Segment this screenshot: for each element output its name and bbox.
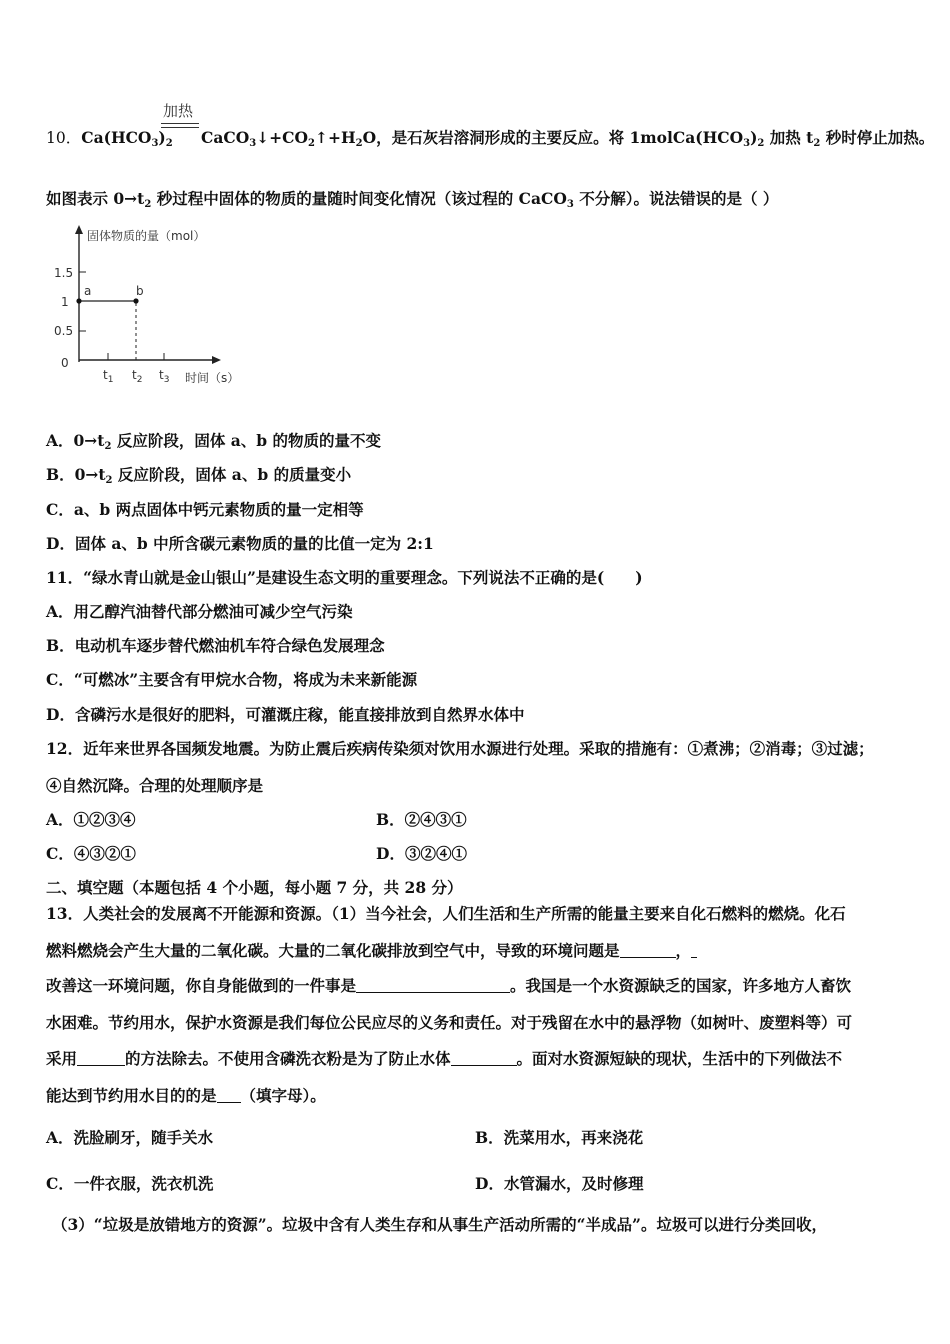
- q10-option-a[interactable]: A．$0\to t_2$ 反应阶段，固体 a、b 的物质的量不变: [46, 431, 382, 452]
- y-tick-label-0.5: 0.5: [54, 324, 74, 338]
- q13-line6: 能达到节约用水目的的是 （填字母）。: [46, 1086, 326, 1105]
- q13-line4: 水困难。节约用水，保护水资源是我们每位公民应尽的义务和责任。对于残留在水中的悬浮物（如树叶、废塑料等）可: [46, 1013, 853, 1032]
- q13-option-c[interactable]: C．一件衣服，洗衣机洗: [46, 1174, 214, 1193]
- point-a-label: a: [84, 284, 92, 298]
- q12-option-b[interactable]: B．②④③①: [376, 810, 467, 829]
- blank-removal-method[interactable]: [77, 1051, 125, 1066]
- q10-option-d[interactable]: D．固体 a、b 中所含碳元素物质的量的比值一定为 2:1: [46, 534, 434, 553]
- x-tick-label-t3: $t_3$: [159, 368, 170, 385]
- point-b: [133, 298, 138, 303]
- q13-line5: 采用 的方法除去。不使用含磷洗衣粉是为了防止水体 。面对水资源短缺的现状，生活中的下列做法不: [46, 1049, 843, 1068]
- y-axis-arrow-icon: [75, 225, 83, 234]
- q11-option-a[interactable]: A．用乙醇汽油替代部分燃油可减少空气污染: [46, 602, 353, 621]
- q12-option-c[interactable]: C．④③②①: [46, 844, 136, 863]
- y-tick-label-1.5: 1.5: [54, 266, 74, 280]
- blank-environment-problem[interactable]: [620, 943, 676, 958]
- q12-option-d[interactable]: D．③②④①: [376, 844, 467, 863]
- q13-option-b[interactable]: B．洗菜用水，再来浇花: [475, 1128, 644, 1147]
- q10-option-b[interactable]: B．$0\to t_2$ 反应阶段，固体 a、b 的质量变小: [46, 465, 352, 486]
- solid-amount-time-graph: [40, 222, 260, 392]
- q13-option-d[interactable]: D．水管漏水，及时修理: [475, 1174, 644, 1193]
- q13-line3: 改善这一环境问题，你自身能做到的一件事是 。我国是一个水资源缺乏的国家，许多地方人畜饮: [46, 976, 852, 995]
- point-a: [76, 298, 81, 303]
- point-b-label: b: [136, 284, 144, 298]
- x-tick-label-t1: $t_1$: [103, 368, 114, 385]
- y-axis-label: 固体物质的量（mol）: [87, 229, 206, 243]
- q13-option-a[interactable]: A．洗脸刷牙，随手关水: [46, 1128, 214, 1147]
- q11-option-d[interactable]: D．含磷污水是很好的肥料，可灌溉庄稼，能直接排放到自然界水体中: [46, 705, 525, 724]
- heating-condition-label: 加热: [163, 102, 194, 120]
- y-tick-label-1: 1: [61, 295, 69, 309]
- blank-water-pollution[interactable]: [451, 1051, 517, 1066]
- q10-stem-line1-products: $CaCO_3↓+CO_2↑+H_2O$，是石灰岩溶洞形成的主要反应。将 $1molCa(HCO_3)_2$ 加热 $t_2$ 秒时停止加热。: [201, 128, 935, 149]
- q10-option-c[interactable]: C．a、b 两点固体中钙元素物质的量一定相等: [46, 500, 364, 519]
- q13-line2: 燃料燃烧会产生大量的二氧化碳。大量的二氧化碳排放到空气中，导致的环境问题是 ，: [46, 941, 697, 961]
- blank-continuation[interactable]: [691, 943, 697, 958]
- x-axis-label: 时间（s）: [185, 371, 240, 385]
- x-tick-label-t2: $t_2$: [132, 368, 143, 385]
- q13-part3: （3）“垃圾是放错地方的资源”。垃圾中含有人类生存和从事生产活动所需的“半成品”。垃圾可以进行分类回收，: [52, 1215, 827, 1234]
- blank-personal-action[interactable]: [356, 978, 510, 993]
- q13-line1: 13．人类社会的发展离不开能源和资源。（1）当今社会，人们生活和生产所需的能量主要来自化石燃料的燃烧。化石: [46, 904, 846, 923]
- x-axis-arrow-icon: [212, 356, 221, 364]
- section-heading-fill-in: 二、填空题（本题包括 4 个小题，每小题 7 分，共 28 分）: [46, 878, 463, 897]
- q11-option-c[interactable]: C．“可燃冰”主要含有甲烷水合物，将成为未来新能源: [46, 670, 418, 689]
- q10-stem-line1: 10．$Ca(HCO_3)_2$: [46, 128, 173, 149]
- q12-stem-line2: ④自然沉降。合理的处理顺序是: [46, 776, 264, 795]
- reaction-arrow-line-top: [161, 123, 199, 124]
- q12-option-a[interactable]: A．①②③④: [46, 810, 136, 829]
- q11-stem: 11．“绿水青山就是金山银山”是建设生态文明的重要理念。下列说法不正确的是( ): [46, 568, 643, 587]
- q12-stem-line1: 12．近年来世界各国频发地震。为防止震后疾病传染须对饮用水源进行处理。采取的措施有：①煮沸；②消毒；③过滤；: [46, 739, 874, 758]
- q10-stem-line2: 如图表示 $0\to t_2$ 秒过程中固体的物质的量随时间变化情况（该过程的 CaCO$_3$ 不分解）。说法错误的是（ ）: [46, 189, 779, 210]
- y-tick-label-0: 0: [61, 356, 69, 370]
- q11-option-b[interactable]: B．电动机车逐步替代燃油机车符合绿色发展理念: [46, 636, 385, 655]
- blank-letter-answer[interactable]: [217, 1088, 241, 1103]
